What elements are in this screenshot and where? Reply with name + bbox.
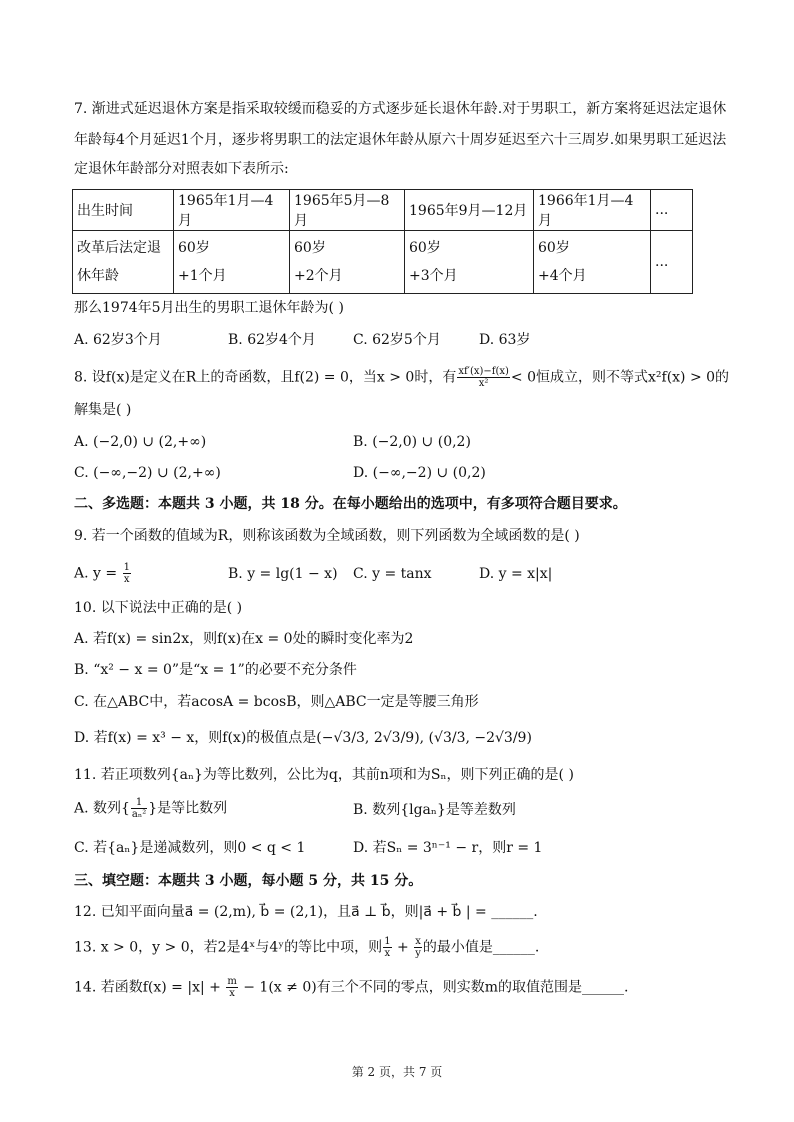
fraction-denominator: x²: [478, 378, 489, 389]
q11-stem: 11. 若正项数列{aₙ}为等比数列，公比为q，其前n项和为Sₙ，则下列正确的是( ): [74, 767, 574, 783]
q9-option-c: C. y = tanx: [353, 566, 432, 582]
q9-option-b: B. y = lg(1 − x): [228, 566, 338, 582]
age-value: 60岁: [409, 240, 441, 256]
q13-stem: [74, 936, 539, 959]
q8-text-a: 8. 设f(x)是定义在R上的奇函数，且f(2) = 0，当x > 0时，有: [74, 369, 457, 386]
q7-line3: 定退休年龄部分对照表如下表所示:: [74, 161, 289, 177]
retirement-table: [72, 189, 693, 294]
q10-option-c: C. 在△ABC中，若acosA = bcosB，则△ABC一定是等腰三角形: [74, 694, 479, 710]
age-value: 60岁: [294, 240, 326, 256]
q8-option-d: D. (−∞,−2) ∪ (0,2): [353, 465, 486, 481]
fraction-numerator: m: [227, 976, 237, 987]
table-cell: [174, 231, 290, 294]
q8-text-b: < 0恒成立，则不等式x²f(x) > 0的: [510, 369, 730, 386]
delay-value: +1个月: [178, 268, 227, 284]
q9-fraction: [123, 562, 131, 585]
q13-fraction-1: [383, 936, 391, 959]
fraction-denominator: x: [229, 988, 235, 999]
table-cell: 1965年5月—8月: [290, 190, 405, 231]
fraction-denominator: x: [123, 574, 130, 585]
row-label-a: 改革后法定退: [77, 240, 161, 256]
q14-fraction: [226, 976, 237, 999]
fraction-numerator: 1: [384, 936, 391, 947]
q8-line1: [74, 366, 729, 389]
q11-option-b: B. 数列{lgaₙ}是等差数列: [353, 802, 516, 818]
fraction-numerator: 1: [123, 562, 130, 573]
fraction-numerator: xf′(x)−f(x): [458, 366, 509, 377]
section-fill-in: 三、填空题：本题共 3 小题，每小题 5 分，共 15 分。: [74, 873, 423, 889]
q7-option-d: D. 63岁: [479, 332, 531, 348]
table-cell: [405, 231, 534, 294]
q7-option-a: A. 62岁3个月: [74, 332, 162, 348]
q9-option-d: D. y = x|x|: [479, 566, 553, 582]
fraction-denominator: y: [415, 948, 421, 959]
table-cell: [73, 231, 174, 294]
q10-option-d: D. 若f(x) = x³ − x，则f(x)的极值点是(−√3/3, 2√3/9), (√3/3, −2√3/9): [74, 730, 532, 746]
q13-fraction-2: [414, 936, 422, 959]
q7-option-c: C. 62岁5个月: [353, 332, 441, 348]
table-cell: ...: [651, 231, 693, 294]
q10-stem: 10. 以下说法中正确的是( ): [74, 600, 243, 616]
q9-stem: 9. 若一个函数的值域为R，则称该函数为全域函数，则下列函数为全域函数的是( ): [74, 528, 580, 544]
row-label-b: 休年龄: [77, 268, 119, 284]
q8-option-c: C. (−∞,−2) ∪ (2,+∞): [74, 465, 221, 481]
q8-fraction: [457, 366, 510, 389]
age-value: 60岁: [178, 240, 210, 256]
table-cell: 1966年1月—4月: [534, 190, 651, 231]
option-prefix: A. 数列{: [74, 800, 130, 817]
q8-line2: 解集是( ): [74, 402, 132, 418]
table-cell: 1965年9月—12月: [405, 190, 534, 231]
table-cell: [290, 231, 405, 294]
age-value: 60岁: [538, 240, 570, 256]
fraction-denominator: x: [384, 948, 391, 959]
plus-sign: +: [392, 939, 414, 956]
delay-value: +3个月: [409, 268, 458, 284]
q11-option-d: D. 若Sₙ = 3ⁿ⁻¹ − r，则r = 1: [353, 840, 543, 856]
q7-line2: 年龄每4个月延迟1个月，逐步将男职工的法定退休年龄从原六十周岁延迟至六十三周岁.如果男职工延迟法: [74, 132, 727, 148]
table-cell: [534, 231, 651, 294]
q7-option-b: B. 62岁4个月: [228, 332, 316, 348]
q14-text-a: 14. 若函数f(x) = |x| +: [74, 979, 226, 996]
q11-option-a: [74, 797, 227, 820]
q9-option-a: [74, 562, 132, 585]
q13-text-b: 的最小值是______.: [422, 939, 540, 956]
table-cell: 1965年1月—4月: [174, 190, 290, 231]
table-cell: 出生时间: [73, 190, 174, 231]
q14-stem: [74, 976, 628, 999]
fraction-numerator: 1: [131, 797, 147, 809]
q10-option-a: A. 若f(x) = sin2x，则f(x)在x = 0处的瞬时变化率为2: [74, 631, 414, 647]
section-multiple-choice: 二、多选题：本题共 3 小题，共 18 分。在每小题给出的选项中，有多项符合题目要求。: [74, 496, 627, 512]
q7-line1: 7. 渐进式延迟退休方案是指采取较缓而稳妥的方式逐步延长退休年龄.对于男职工，新方案将延迟法定退休: [74, 101, 727, 117]
q10-option-b: B. “x² − x = 0”是“x = 1”的必要不充分条件: [74, 662, 357, 678]
page-footer: 第 2 页，共 7 页: [351, 1065, 443, 1079]
option-suffix: }是等比数列: [148, 800, 228, 817]
q8-option-a: A. (−2,0) ∪ (2,+∞): [74, 434, 207, 450]
table-row: [73, 190, 693, 231]
table-cell: ...: [651, 190, 693, 231]
fraction-numerator: x: [415, 936, 421, 947]
fraction-denominator: aₙ²: [131, 809, 147, 820]
q11-option-c: C. 若{aₙ}是递减数列，则0 < q < 1: [74, 840, 306, 856]
delay-value: +2个月: [294, 268, 343, 284]
option-prefix: A. y =: [74, 565, 122, 582]
q14-text-b: − 1(x ≠ 0)有三个不同的零点，则实数m的取值范围是______.: [238, 979, 629, 996]
q8-option-b: B. (−2,0) ∪ (0,2): [353, 434, 471, 450]
q7-question: 那么1974年5月出生的男职工退休年龄为( ): [74, 300, 344, 316]
q13-text-a: 13. x > 0，y > 0，若2是4ˣ与4ʸ的等比中项，则: [74, 939, 383, 956]
table-row: [73, 231, 693, 294]
q12-stem: 12. 已知平面向量a⃗ = (2,m), b⃗ = (2,1)，且a⃗ ⊥ b⃗，则|a⃗ + b⃗ | = ______.: [74, 904, 538, 920]
q11-fraction: [131, 797, 147, 820]
delay-value: +4个月: [538, 268, 587, 284]
